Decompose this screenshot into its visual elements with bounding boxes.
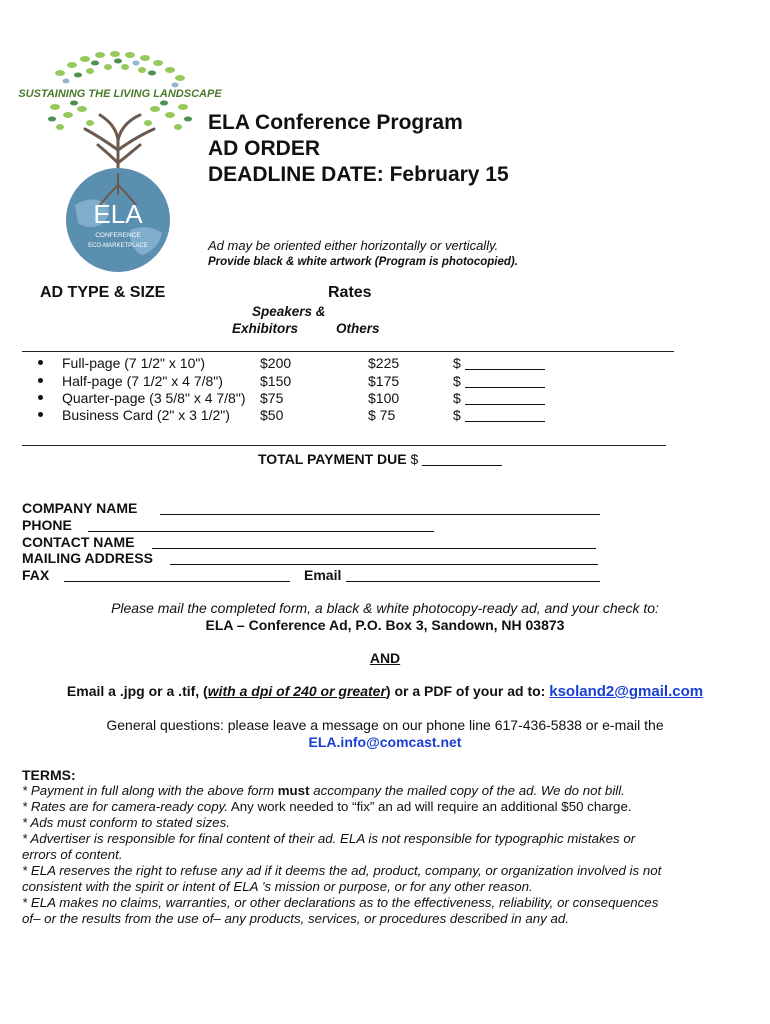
terms-list: [22, 783, 672, 927]
logo-globe-text: ELA: [93, 199, 143, 229]
other-rate: $100: [368, 390, 400, 406]
bullet-icon: [38, 412, 43, 417]
ad-row-business-card: [38, 407, 578, 424]
speaker-rate: $50: [260, 407, 284, 423]
company-name-line: [160, 514, 600, 515]
dpi-requirement: with a dpi of 240 or greater: [207, 683, 386, 699]
ad-type-header: AD TYPE & SIZE: [40, 284, 166, 301]
term-payment-c: accompany the mailed copy of the ad. We do not bill.: [309, 783, 625, 798]
ad-size-label: Business Card (2" x 3 1/2"): [62, 407, 230, 423]
phone-line: [88, 531, 434, 532]
currency-label: $: [453, 373, 461, 389]
amount-field[interactable]: [453, 355, 545, 371]
rates-header: Rates: [328, 284, 372, 301]
amount-line: [465, 357, 545, 370]
mailing-address-label: MAILING ADDRESS: [22, 550, 153, 566]
terms-heading: TERMS:: [22, 767, 76, 783]
mailing-address: ELA – Conference Ad, P.O. Box 3, Sandown, NH 03873: [205, 617, 565, 633]
logo-globe-sub2: ECO-MARKETPLACE: [88, 243, 148, 249]
amount-line: [465, 375, 545, 388]
amount-line: [465, 409, 545, 422]
ad-size-label: Half-page (7 1/2" x 4 7/8"): [62, 373, 223, 389]
exhibitors-header: Exhibitors: [232, 321, 299, 336]
term-sizes: * Ads must conform to stated sizes.: [22, 815, 230, 830]
ad-row-quarter-page: [38, 390, 578, 407]
fax-label: FAX: [22, 567, 50, 583]
contact-name-field[interactable]: [22, 534, 622, 551]
table-bottom-rule: [22, 445, 666, 446]
email-pre-text: Email a .jpg or a .tif, (: [66, 683, 208, 699]
email-line: [346, 581, 600, 582]
currency-label: $: [453, 390, 461, 406]
contact-name-line: [152, 548, 596, 549]
other-rate: $ 75: [368, 407, 396, 423]
orientation-note: Ad may be oriented either horizontally or vertically.: [208, 238, 499, 253]
speakers-header: Speakers &: [252, 304, 326, 319]
speaker-rate: $150: [260, 373, 292, 389]
email-instructions: [0, 683, 770, 700]
email-mid-text: ) or a PDF of your ad to:: [385, 683, 546, 699]
term-payment: [22, 783, 672, 799]
amount-field[interactable]: [453, 373, 545, 389]
mailing-address-field[interactable]: [22, 550, 622, 567]
speaker-rate: $200: [260, 355, 292, 371]
title-program: ELA Conference Program: [208, 111, 463, 134]
term-payment-a: * Payment in full along with the above form: [22, 783, 278, 798]
total-currency: $: [410, 451, 419, 467]
email-label: Email: [304, 567, 342, 583]
term-rates-b: Any work needed to “fix” an ad will require an additional $50 charge.: [227, 799, 632, 814]
fax-email-field[interactable]: [22, 567, 622, 584]
ad-size-label: Quarter-page (3 5/8" x 4 7/8"): [62, 390, 246, 406]
term-rates-a: * Rates are for camera-ready copy.: [22, 799, 228, 814]
term-payment-must: must: [277, 783, 310, 798]
contact-name-label: CONTACT NAME: [22, 534, 135, 550]
ad-row-full-page: [38, 355, 578, 372]
company-name-label: COMPANY NAME: [22, 500, 138, 516]
currency-label: $: [453, 407, 461, 423]
others-header: Others: [336, 321, 380, 336]
title-ad-order: AD ORDER: [208, 137, 321, 160]
tree-globe-logo-icon: [18, 45, 222, 275]
info-email-link[interactable]: ELA.info@comcast.net: [308, 734, 462, 750]
bullet-icon: [38, 395, 43, 400]
term-refuse: * ELA reserves the right to refuse any ad if it deems the ad, product, company, or organization involved is not consistent with the spirit or intent of ELA ’s mission or purpose, or for any other reason.: [22, 863, 662, 894]
bullet-icon: [38, 378, 43, 383]
mailing-address-line: [170, 564, 598, 565]
ad-email-link[interactable]: ksoland2@gmail.com: [549, 683, 704, 700]
and-divider: AND: [369, 650, 401, 666]
other-rate: $225: [368, 355, 400, 371]
total-line: [422, 453, 502, 466]
currency-label: $: [453, 355, 461, 371]
table-top-rule: [22, 351, 674, 352]
amount-line: [465, 392, 545, 405]
other-rate: $175: [368, 373, 400, 389]
fax-line: [64, 581, 290, 582]
total-label: TOTAL PAYMENT DUE: [258, 451, 407, 467]
phone-field[interactable]: [22, 517, 622, 534]
artwork-note: Provide black & white artwork (Program is photocopied).: [208, 256, 518, 268]
company-name-field[interactable]: [22, 500, 622, 517]
amount-field[interactable]: [453, 407, 545, 423]
bullet-icon: [38, 360, 43, 365]
term-content: * Advertiser is responsible for final content of their ad. ELA is not responsible for typographic mistakes or errors of content.: [22, 831, 636, 862]
title-deadline: DEADLINE DATE: February 15: [208, 163, 509, 186]
general-questions: General questions: please leave a message on our phone line 617-436-5838 or e-mail the: [106, 717, 664, 733]
term-claims: * ELA makes no claims, warranties, or other declarations as to the effectiveness, reliability, or consequences of– or the results from the use of– any products, services, or procedures described in any ad.: [22, 895, 659, 926]
mail-instructions: Please mail the completed form, a black & white photocopy-ready ad, and your check to:: [111, 600, 659, 616]
amount-field[interactable]: [453, 390, 545, 406]
total-payment[interactable]: [258, 451, 502, 467]
ela-logo: [18, 45, 222, 275]
phone-label: PHONE: [22, 517, 72, 533]
ad-row-half-page: [38, 373, 578, 390]
term-rates: [22, 799, 672, 815]
logo-globe-sub1: CONFERENCE: [95, 232, 141, 239]
logo-arc-text: SUSTAINING THE LIVING LANDSCAPE: [18, 88, 222, 100]
ad-size-label: Full-page (7 1/2" x 10"): [62, 355, 206, 371]
title-block: [208, 110, 509, 188]
speaker-rate: $75: [260, 390, 284, 406]
